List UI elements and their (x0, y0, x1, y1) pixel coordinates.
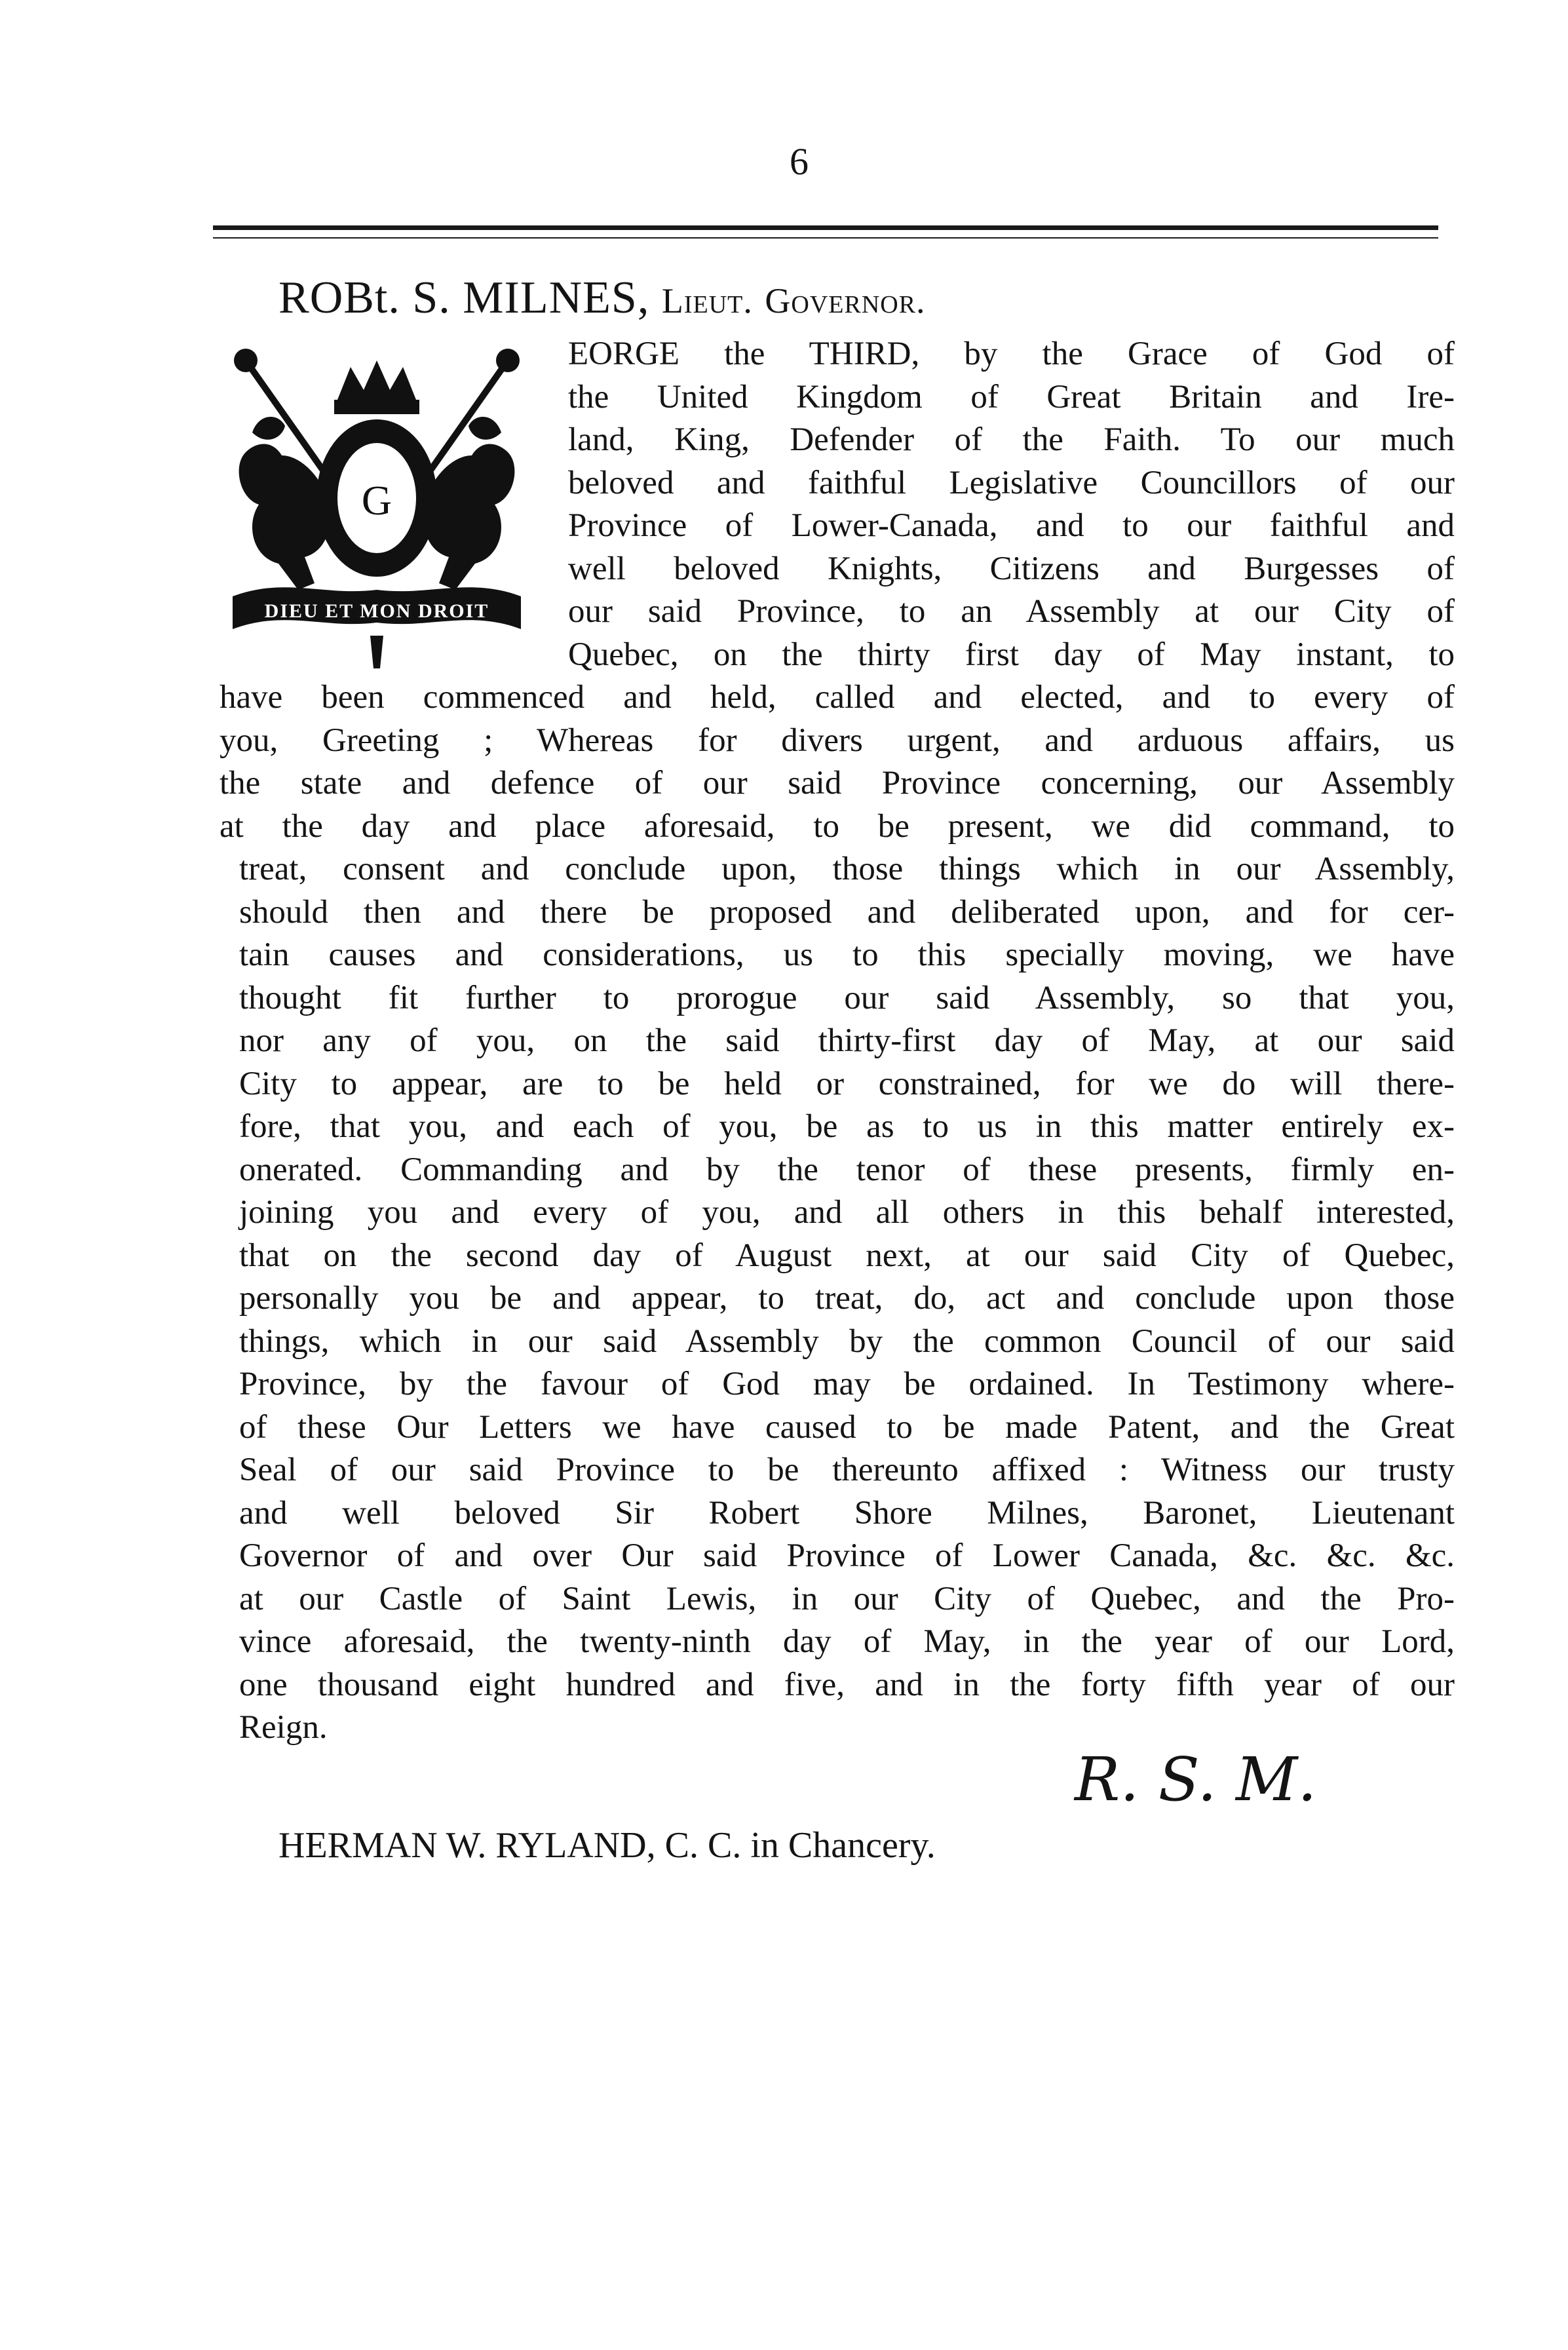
body-line: Governor of and over Our said Province of Lower Canada, &c. &c. &c. (239, 1537, 1455, 1574)
body-line: at our Castle of Saint Lewis, in our City of Quebec, and the Pro- (239, 1580, 1455, 1617)
page-number: 6 (790, 140, 809, 183)
body-line: the United Kingdom of Great Britain and Ire- (568, 378, 1455, 415)
body-line: thought fit further to prorogue our said Assembly, so that you, (239, 979, 1455, 1016)
body-line: at the day and place aforesaid, to be present, we did command, to (220, 807, 1455, 845)
body-line: City to appear, are to be held or constrained, for we do will there- (239, 1065, 1455, 1102)
body-line: EORGE the THIRD, by the Grace of God of (568, 336, 1455, 372)
body-line: should then and there be proposed and deliberated upon, and for cer- (239, 893, 1455, 931)
body-line: Reign. (239, 1709, 328, 1746)
body-line: and well beloved Sir Robert Shore Milnes, Baronet, Lieutenant (239, 1494, 1455, 1531)
body-line: our said Province, to an Assembly at our City of (568, 593, 1455, 630)
body-line: things, which in our said Assembly by the common Council of our said (239, 1322, 1455, 1360)
header-rule-thick (213, 225, 1438, 230)
body-line: fore, that you, and each of you, be as to us in this matter entirely ex- (239, 1108, 1455, 1145)
body-line: Province, by the favour of God may be ordained. In Testimony where- (239, 1366, 1455, 1402)
clerk-attestation: HERMAN W. RYLAND, C. C. in Chancery. (278, 1825, 936, 1866)
body-line: well beloved Knights, Citizens and Burgesses of (568, 550, 1455, 587)
body-line: Province of Lower-Canada, and to our faithful and (568, 507, 1455, 544)
body-line: the state and defence of our said Province concerning, our Assembly (220, 765, 1455, 801)
body-line: of these Our Letters we have caused to be made Patent, and the Great (239, 1408, 1455, 1446)
body-line: have been commenced and held, called and elected, and to every of (220, 679, 1455, 716)
body-line: you, Greeting ; Whereas for divers urgent, and arduous affairs, us (220, 722, 1455, 759)
body-line: tain causes and considerations, us to this specially moving, we have (239, 936, 1455, 973)
body-line: nor any of you, on the said thirty-first day of May, at our said (239, 1022, 1455, 1059)
signature-initials: R. S. M. (1075, 1744, 1317, 1815)
seal-initial: G (361, 477, 392, 524)
body-line: Seal of our said Province to be thereunto affixed : Witness our trusty (239, 1452, 1455, 1488)
proclamation-heading (278, 275, 926, 321)
governor-name: ROBt. S. MILNES, (278, 273, 650, 323)
body-line: beloved and faithful Legislative Councillors of our (568, 464, 1455, 501)
seal-motto: DIEU ET MON DROIT (264, 600, 489, 622)
body-line: one thousand eight hundred and five, and in the forty fifth year of our (239, 1666, 1455, 1703)
body-line: vince aforesaid, the twenty-ninth day of May, in the year of our Lord, (239, 1623, 1455, 1660)
governor-title-lieut: Lieut. (661, 281, 753, 320)
body-line: land, King, Defender of the Faith. To our much (568, 421, 1455, 458)
body-line: treat, consent and conclude upon, those things which in our Assembly, (239, 851, 1455, 887)
body-line: personally you be and appear, to treat, do, act and conclude upon those (239, 1280, 1455, 1317)
body-line: onerated. Commanding and by the tenor of these presents, firmly en- (239, 1151, 1455, 1188)
body-line: joining you and every of you, and all others in this behalf interested, (239, 1194, 1455, 1231)
body-line: that on the second day of August next, at our said City of Quebec, (239, 1237, 1455, 1274)
header-rule-thin (213, 237, 1438, 239)
body-line: Quebec, on the thirty first day of May instant, to (568, 636, 1455, 673)
proclamation-body (220, 333, 1455, 1750)
governor-title-governor: Governor. (765, 281, 926, 320)
